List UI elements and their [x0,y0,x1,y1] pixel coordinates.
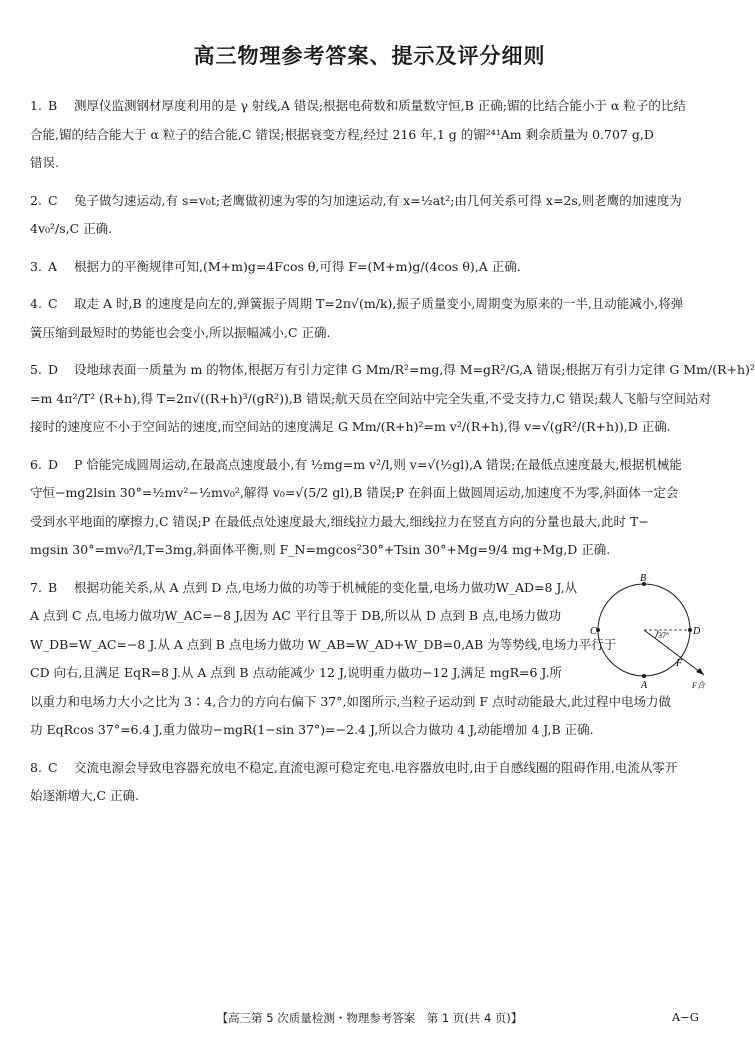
explanation-line: 根据力的平衡规律可知,(M+m)g=4Fcos θ,可得 F=(M+m)g/(4cos θ),A 正确. [74,258,521,274]
explanation-line: A 点到 C 点,电场力做功W_AC=−8 J,因为 AC 平行且等于 DB,所以从 D 点到 B 点,电场力做功 [30,608,562,623]
item-explanation [30,356,755,442]
item-answer: B [48,579,58,595]
item-number: 1. [30,98,42,113]
label-resultant-force: F合 [692,680,705,690]
answer-item-8 [30,754,712,811]
item-number: 5. [30,362,42,377]
label-b: B [640,572,647,584]
page-footer: 【高三第 5 次质量检测・物理参考答案 第 1 页(共 4 页)】 [216,1011,523,1025]
item-answer: D [48,362,59,377]
item-explanation [30,187,712,244]
point-a-dot [642,674,646,678]
answer-list [30,92,755,820]
explanation-line: W_DB=W_AC=−8 J.从 A 点到 B 点电场力做功 W_AB=W_AD+W_DB=0,AB 为等势线,电场力平行于 [30,636,617,652]
answer-item-2 [30,187,712,244]
circle-field-diagram [592,574,712,694]
item-explanation [30,754,712,811]
explanation-line: mgsin 30°=mv₀²/l,T=3mg,斜面体平衡,则 F_N=mgcos²30°+Tsin 30°+Mg=9/4 mg+Mg,D 正确. [30,542,611,557]
item-explanation [74,253,712,282]
item-number: 3. [30,258,42,274]
answer-item-5 [30,356,755,442]
label-a: A [641,679,648,691]
explanation-line: 测厚仪监测钢材厚度利用的是 γ 射线,A 错误;根据电荷数和质量数守恒,B 正确;镅的比结合能小于 α 粒子的比结 [74,98,686,113]
explanation-line: 设地球表面一质量为 m 的物体,根据万有引力定律 G Mm/R²=mg,得 M=gR²/G,A 错误;根据万有引力定律 G Mm/(R+h)² [74,362,755,377]
explanation-line: 簧压缩到最短时的势能也会变小,所以振幅减小,C 正确. [30,324,331,340]
answer-item-4 [30,290,712,347]
label-c: C [590,625,597,637]
paper-code: A−G [671,1010,699,1024]
explanation-line: 始逐渐增大,C 正确. [30,788,139,803]
label-d: D [693,625,701,637]
item-number: 4. [30,296,42,311]
answer-item-6 [30,451,712,565]
item-number: 8. [30,759,42,775]
explanation-line: 合能,镅的结合能大于 α 粒子的结合能,C 错误;根据衰变方程,经过 216 年,1 g 的镅²⁴¹Am 剩余质量为 0.707 g,D [30,126,654,142]
explanation-line: =m 4π²/T² (R+h),得 T=2π√((R+h)³/(gR²)),B 错误;航天员在空间站中完全失重,不受支持力,C 错误;载人飞船与空间站对 [30,390,711,406]
label-f: F [676,657,683,669]
explanation-line: 错误. [30,155,59,170]
explanation-line: 取走 A 时,B 的速度是向左的,弹簧振子周期 T=2π√(m/k),振子质量变小,周期变为原来的一半,且动能减小,将弹 [74,296,684,311]
item-explanation [30,290,712,347]
explanation-line: 功 EqRcos 37°=6.4 J,重力做功−mgR(1−sin 37°)=−2.4 J,所以合力做功 4 J,动能增加 4 J,B 正确. [30,722,594,737]
arrow-head-icon [696,668,704,675]
explanation-line: 兔子做匀速运动,有 s=v₀t;老鹰做初速为零的匀加速运动,有 x=½at²;由几何关系可得 x=2s,则老鹰的加速度为 [74,192,682,208]
explanation-line: P 恰能完成圆周运动,在最高点速度最小,有 ½mg=m v²/l,则 v=√(½gl),A 错误;在最低点速度最大,根据机械能 [74,456,682,472]
item-number: 6. [30,456,42,472]
explanation-line: CD 向右,且满足 EqR=8 J.从 A 点到 B 点动能减少 12 J,说明重力做功−12 J,满足 mgR=6 J.所 [30,665,562,680]
item-answer: C [48,296,58,311]
item-number: 7. [30,579,42,595]
explanation-line: 以重力和电场力大小之比为 3∶4,合力的方向右偏下 37°,如图所示,当粒子运动到 F 点时动能最大,此过程中电场力做 [30,693,672,709]
answer-item-1 [30,92,712,178]
item-answer: A [48,258,58,274]
label-angle: 37° [658,630,670,640]
item-number: 2. [30,192,42,208]
explanation-line: 交流电源会导致电容器充放电不稳定,直流电源可稳定充电.电容器放电时,由于自感线圈的阻碍作用,电流从零开 [74,759,678,775]
item-answer: C [48,192,58,208]
item-answer: D [48,456,59,472]
item-answer: B [48,98,58,113]
page-title: 高三物理参考答案、提示及评分细则 [193,44,546,68]
explanation-line: 接时的速度应不小于空间站的速度,而空间站的速度满足 G Mm/(R+h)²=m v²/(R+h),得 v=√(gR²/(R+h)),D 正确. [30,419,671,434]
item-explanation [30,451,712,565]
explanation-line: 受到水平地面的摩擦力,C 错误;P 在最低点处速度最大,细线拉力最大,细线拉力在竖直方向的分量也最大,此时 T− [30,513,649,529]
answer-item-3 [30,253,712,282]
explanation-line: 根据功能关系,从 A 点到 D 点,电场力做的功等于机械能的变化量,电场力做功W_AD=8 J,从 [74,579,578,595]
item-explanation [30,92,712,178]
explanation-line: 4v₀²/s,C 正确. [30,221,113,236]
explanation-line: 守恒−mg2lsin 30°=½mv²−½mv₀²,解得 v₀=√(5/2 gl),B 错误;P 在斜面上做圆周运动,加速度不为零,斜面体一定会 [30,485,679,500]
answer-item-7 [30,574,712,745]
item-answer: C [48,759,58,775]
